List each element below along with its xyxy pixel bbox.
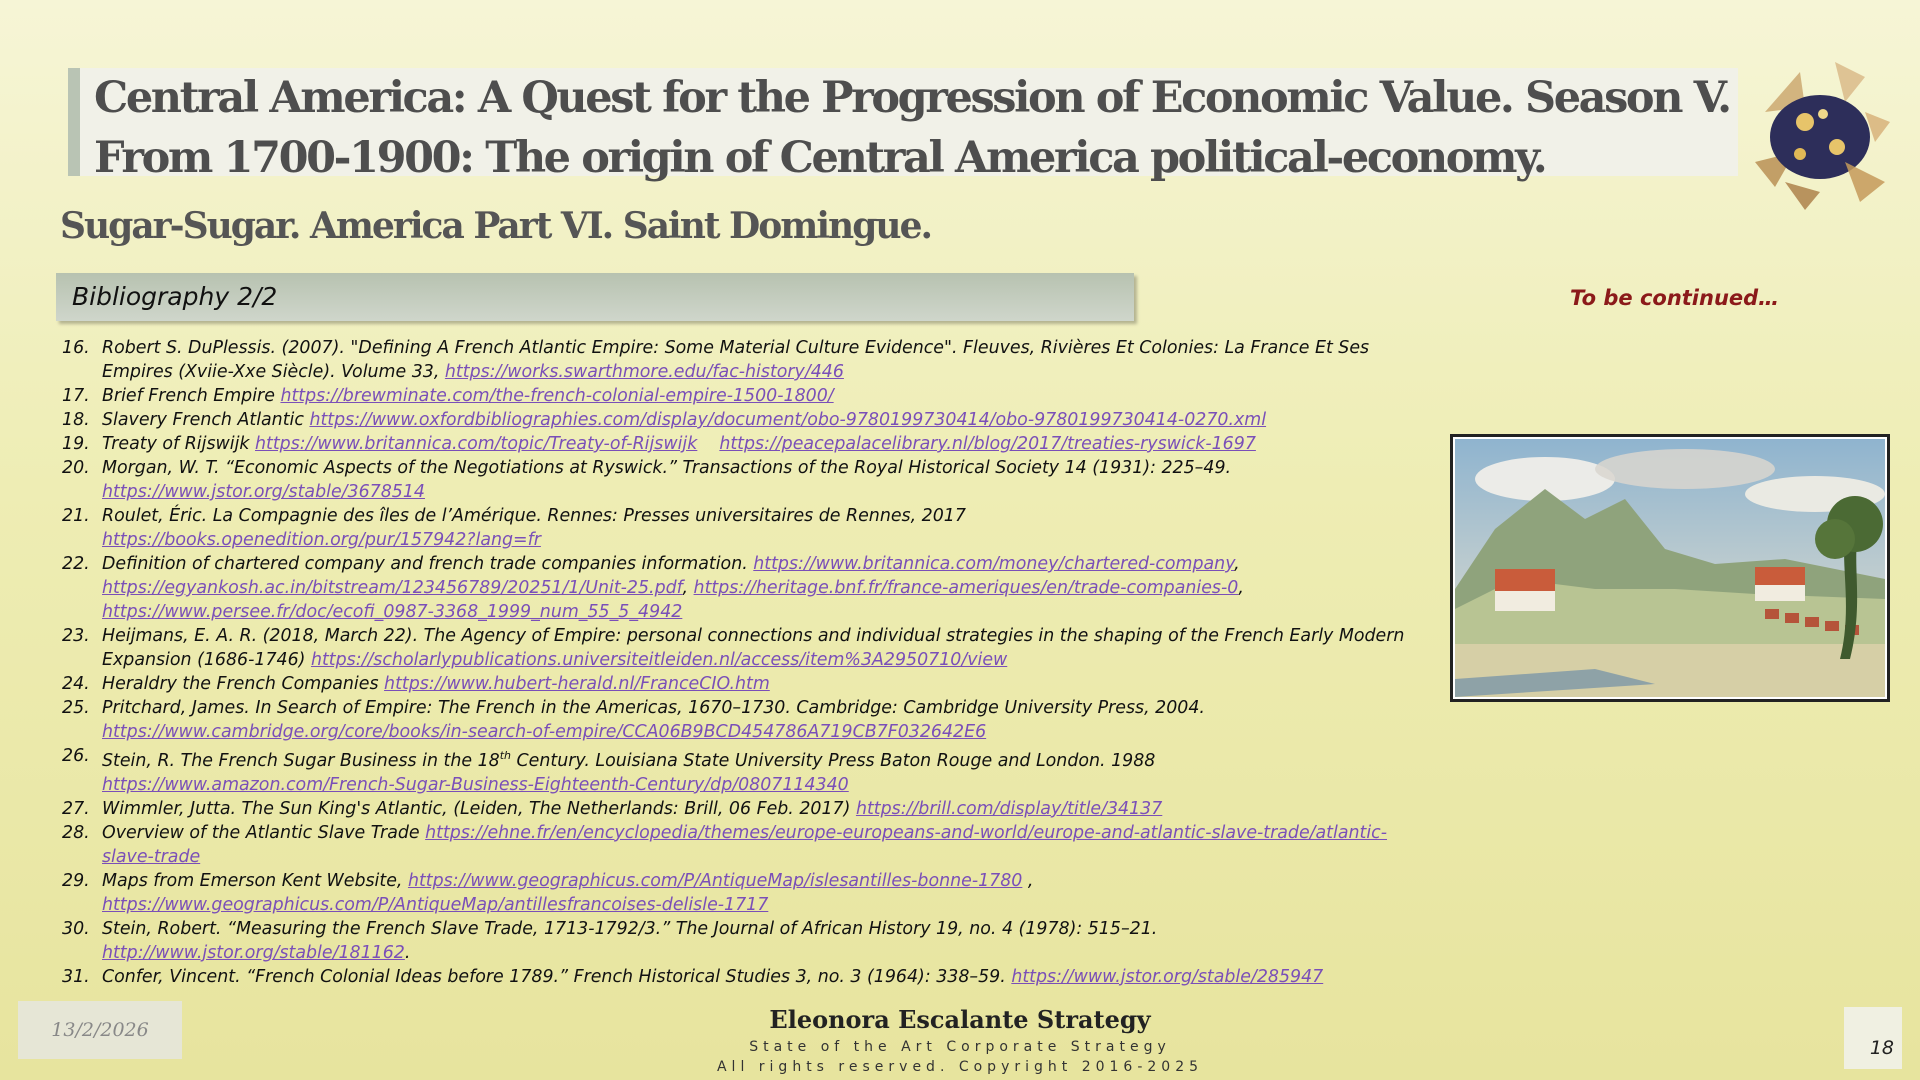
reference-text: Pritchard, James. In Search of Empire: The French in the Americas, 1670–1730. Cambridge: Cambridge University Press, 2004.: [102, 698, 1205, 718]
reference-number: 16.: [62, 338, 90, 358]
reference-number: 22.: [62, 554, 90, 574]
bibliography-heading: Bibliography 2/2: [72, 282, 278, 311]
page-title-line-2: From 1700-1900: The origin of Central America political-economy.: [94, 133, 1546, 183]
colonial-landscape-painting: [1450, 434, 1890, 702]
reference-link[interactable]: https://www.amazon.com/French-Sugar-Business-Eighteenth-Century/dp/0807114340: [102, 774, 849, 795]
reference-text: Treaty of Rijswijk: [102, 434, 255, 454]
reference-number: 20.: [62, 458, 90, 478]
reference-link[interactable]: https://www.geographicus.com/P/AntiqueMap/antillesfrancoises-delisle-1717: [102, 894, 769, 915]
page-number-box: [1844, 1007, 1902, 1069]
reference-link[interactable]: https://www.geographicus.com/P/AntiqueMap/islesantilles-bonne-1780: [407, 870, 1023, 891]
reference-item: [62, 797, 1432, 821]
reference-link[interactable]: https://www.jstor.org/stable/285947: [1011, 966, 1324, 987]
decorative-logo-image: [1745, 52, 1895, 212]
reference-item: [62, 696, 1432, 744]
reference-item: [62, 408, 1432, 432]
reference-link[interactable]: https://heritage.bnf.fr/france-ameriques/en/trade-companies-0: [693, 578, 1239, 598]
reference-link[interactable]: https://www.oxfordbibliographies.com/display/document/obo-9780199730414/obo-9780199730414-0270.xml: [309, 410, 1267, 430]
reference-link[interactable]: https://scholarlypublications.universiteitleiden.nl/access/item%3A2950710/view: [310, 650, 1008, 670]
reference-item: [62, 869, 1432, 917]
reference-text: Roulet, Éric. La Compagnie des îles de l’Amérique. Rennes: Presses universitaires de Rennes, 2017: [102, 506, 966, 526]
title-box: [68, 68, 1738, 183]
reference-number: 27.: [62, 798, 90, 819]
reference-number: 24.: [62, 674, 90, 694]
reference-link[interactable]: https://brill.com/display/title/34137: [855, 798, 1163, 819]
page-title-line-1: Central America: A Quest for the Progression of Economic Value. Season V.: [94, 73, 1730, 123]
date-label: 13/2/2026: [18, 1001, 182, 1059]
reference-link[interactable]: https://www.hubert-herald.nl/FranceCIO.htm: [384, 674, 770, 694]
reference-list: [62, 336, 1432, 989]
reference-text: Stein, R. The French Sugar Business in the 18: [102, 750, 500, 771]
reference-text: Century. Louisiana State University Press Baton Rouge and London. 1988: [511, 750, 1156, 771]
reference-link[interactable]: https://peacepalacelibrary.nl/blog/2017/treaties-ryswick-1697: [719, 434, 1256, 454]
reference-link[interactable]: https://www.persee.fr/doc/ecofi_0987-3368_1999_num_55_5_4942: [102, 602, 683, 622]
page-number: 18: [1869, 1037, 1894, 1059]
reference-link[interactable]: http://www.jstor.org/stable/181162: [102, 942, 405, 963]
reference-link[interactable]: https://works.swarthmore.edu/fac-history/446: [444, 362, 844, 382]
reference-text: Overview of the Atlantic Slave Trade: [102, 822, 426, 843]
reference-link[interactable]: https://www.cambridge.org/core/books/in-search-of-empire/CCA06B9BCD454786A719CB7F032642E6: [102, 722, 987, 742]
reference-text: ,: [1234, 554, 1240, 574]
reference-text: .: [404, 942, 411, 963]
reference-text: Morgan, W. T. “Economic Aspects of the Negotiations at Ryswick.” Transactions of the Royal Historical Society 14 (1931): 225–49.: [102, 458, 1232, 478]
company-tagline: State of the Art Corporate Strategy: [749, 1039, 1171, 1055]
reference-link[interactable]: https://brewminate.com/the-french-colonial-empire-1500-1800/: [280, 386, 834, 406]
copyright-notice: All rights reserved. Copyright 2016-2025: [716, 1059, 1204, 1075]
reference-text: Definition of chartered company and french trade companies information.: [102, 554, 754, 574]
reference-item: [62, 917, 1432, 965]
reference-number: 18.: [62, 410, 90, 430]
reference-number: 31.: [62, 966, 90, 987]
to-be-continued-note: To be continued…: [1570, 286, 1780, 310]
reference-link[interactable]: https://egyankosh.ac.in/bitstream/123456789/20251/1/Unit-25.pdf: [102, 578, 683, 598]
reference-text: Confer, Vincent. “French Colonial Ideas before 1789.” French Historical Studies 3, no. 3 (1964): 338–59.: [102, 966, 1012, 987]
reference-text: Brief French Empire: [102, 386, 281, 406]
bibliography-heading-bar: [56, 273, 1134, 321]
reference-number: 21.: [62, 506, 90, 526]
reference-item: [62, 552, 1432, 624]
reference-item: [62, 456, 1432, 504]
reference-item: [62, 504, 1432, 552]
reference-link[interactable]: https://books.openedition.org/pur/157942?lang=fr: [102, 530, 541, 550]
reference-text: Heijmans, E. A. R. (2018, March 22). The Agency of Empire: personal connections and individual strategies in the shaping of the French Early Modern Expansion (1686-1746): [102, 626, 1405, 670]
footer: [640, 1003, 1280, 1077]
reference-item: [62, 744, 1432, 797]
superscript-text: th: [499, 749, 511, 762]
reference-item: [62, 624, 1432, 672]
reference-text: ,: [682, 578, 694, 598]
reference-item: [62, 432, 1432, 456]
reference-text: Wimmler, Jutta. The Sun King's Atlantic, (Leiden, The Netherlands: Brill, 06 Feb. 2017): [102, 798, 856, 819]
reference-number: 30.: [62, 918, 90, 939]
reference-text: Robert S. DuPlessis. (2007). "Defining A French Atlantic Empire: Some Material Culture Evidence". Fleuves, Rivières Et Colonies: La France Et Ses Empires (Xviie-Xxe Siècle). Volume 33,: [102, 338, 1370, 382]
reference-link[interactable]: https://www.britannica.com/money/chartered-company: [753, 554, 1235, 574]
reference-text: Heraldry the French Companies: [102, 674, 385, 694]
slide-subtitle: Sugar-Sugar. America Part VI. Saint Domingue.: [60, 205, 932, 247]
reference-number: 26.: [62, 746, 90, 766]
reference-text: Maps from Emerson Kent Website,: [102, 870, 408, 891]
reference-text: ,: [1022, 870, 1034, 891]
reference-text: Stein, Robert. “Measuring the French Slave Trade, 1713-1792/3.” The Journal of African History 19, no. 4 (1978): 515–21.: [102, 918, 1158, 939]
reference-item: [62, 672, 1432, 696]
reference-item: [62, 384, 1432, 408]
reference-item: [62, 821, 1432, 869]
reference-text: ,: [1238, 578, 1244, 598]
reference-number: 28.: [62, 822, 90, 843]
reference-number: 25.: [62, 698, 90, 718]
reference-link[interactable]: https://www.britannica.com/topic/Treaty-of-Rijswijk: [255, 434, 698, 454]
reference-number: 29.: [62, 870, 90, 891]
reference-item: [62, 965, 1432, 989]
reference-link[interactable]: https://ehne.fr/en/encyclopedia/themes/europe-europeans-and-world/europe-and-atlantic-slave-trade/atlantic-slave-trade: [102, 822, 1388, 867]
reference-number: 23.: [62, 626, 90, 646]
reference-number: 19.: [62, 434, 90, 454]
reference-text: Slavery French Atlantic: [102, 410, 310, 430]
reference-item: [62, 336, 1432, 384]
reference-number: 17.: [62, 386, 90, 406]
reference-link[interactable]: https://www.jstor.org/stable/3678514: [102, 482, 425, 502]
company-name: Eleonora Escalante Strategy: [769, 1005, 1151, 1034]
